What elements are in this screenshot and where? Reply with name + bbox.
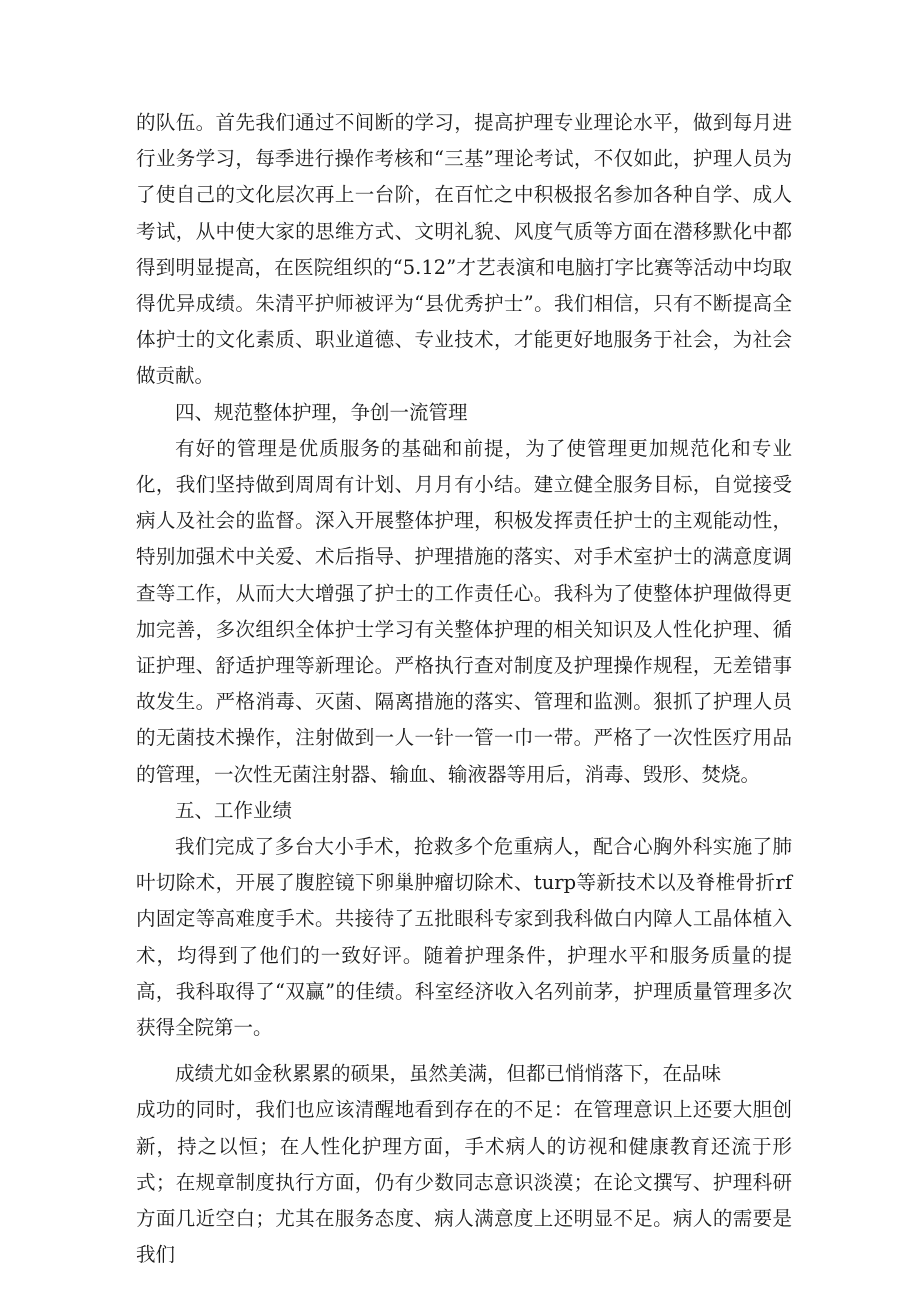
document-body bbox=[136, 105, 792, 1274]
section-heading-4: 四、规范整体护理，争创一流管理 bbox=[175, 400, 468, 424]
paragraph-achievements: 我们完成了多台大小手术，抢救多个危重病人，配合心胸外科实施了肺叶切除术，开展了腹腔镜下卵巢肿瘤切除术、turp等新技术以及脊椎骨折rf内固定等高难度手术。共接待了五批眼科专家到我科做白内障人工晶体植入术，均得到了他们的一致好评。随着护理条件，护理水平和服务质量的提高，我科取得了“双赢”的佳绩。科室经济收入名列前茅，护理质量管理多次获得全院第一。 bbox=[136, 835, 792, 1040]
paragraph-management: 有好的管理是优质服务的基础和前提，为了使管理更加规范化和专业化，我们坚持做到周周有计划、月月有小结。建立健全服务目标，自觉接受病人及社会的监督。深入开展整体护理，积极发挥责任护士的主观能动性，特别加强术中关爱、术后指导、护理措施的落实、对手术室护士的满意度调查等工作，从而大大增强了护士的工作责任心。我科为了使整体护理做得更加完善，多次组织全体护士学习有关整体护理的相关知识及人性化护理、循证护理、舒适护理等新理论。严格执行查对制度及护理操作规程，无差错事故发生。严格消毒、灭菌、隔离措施的落实、管理和监测。狠抓了护理人员的无菌技术操作，注射做到一人一针一管一巾一带。严格了一次性医疗用品的管理，一次性无菌注射器、输血、输液器等用后，消毒、毁形、焚烧。 bbox=[136, 436, 792, 786]
paragraph-summary-line: 成绩尤如金秋累累的硕果，虽然美满，但都已悄悄落下，在品味 bbox=[175, 1062, 722, 1086]
paragraph-continuation-1: 的队伍。首先我们通过不间断的学习，提高护理专业理论水平，做到每月进行业务学习，每季进行操作考核和“三基”理论考试，不仅如此，护理人员为了使自己的文化层次再上一台阶，在百忙之中积极报名参加各种自学、成人考试，从中使大家的思维方式、文明礼貌、风度气质等方面在潜移默化中都得到明显提高，在医院组织的“5.12”才艺表演和电脑打字比赛等活动中均取得优异成绩。朱清平护师被评为“县优秀护士”。我们相信，只有不断提高全体护士的文化素质、职业道德、专业技术，才能更好地服务于社会，为社会做贡献。 bbox=[136, 111, 792, 388]
section-heading-5: 五、工作业绩 bbox=[175, 798, 293, 822]
paragraph-shortcomings: 成功的同时，我们也应该清醒地看到存在的不足：在管理意识上还要大胆创新，持之以恒；在人性化护理方面，手术病人的访视和健康教育还流于形式；在规章制度执行方面，仍有少数同志意识淡漠；在论文撰写、护理科研方面几近空白；尤其在服务态度、病人满意度上还明显不足。病人的需要是我们 bbox=[136, 1098, 792, 1267]
